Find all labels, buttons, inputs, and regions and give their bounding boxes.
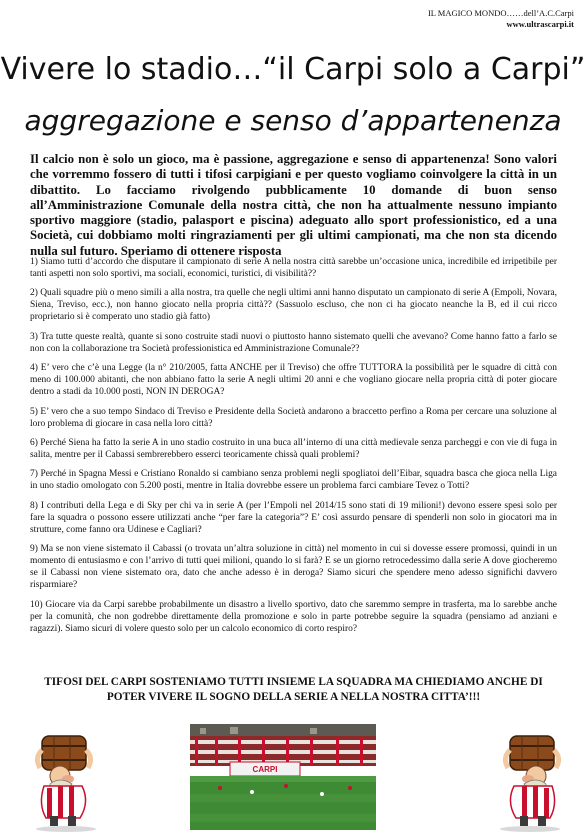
intro-paragraph: Il calcio non è solo un gioco, ma è passione, aggregazione e senso di appartenenza! Sono valori che vorremmo fossero di tutti i tifosi carpigiani e per questo vogliamo coinvolgere la città in un dibattito. Lo facciamo rivolgendo pubblicamente 10 domande di buon senso all’Amministrazione Comunale della nostra città, che non ha attualmente nessuno impianto sportivo maggiore (stadio, palasport e piscina) adeguato allo sport professionistico, ed a una Società, cui dobbiamo molti ringraziamenti per gli ultimi campionati, ma che non sta dicendo nulla sul futuro. Speriamo di ottenere risposta — [30, 152, 557, 258]
svg-text:CARPI: CARPI — [252, 765, 278, 774]
page-header — [428, 8, 574, 30]
question-item: 1) Siamo tutti d’accordo che disputare il campionato di serie A nella nostra città sarebbe un’occasione unica, incredibile ed irripetibile per tanti aspetti non solo sportivi, ma sociali, economici, turistici, di visibilità?? — [30, 257, 557, 279]
question-item: 7) Perché in Spagna Messi e Cristiano Ronaldo si cambiano senza problemi negli spogliatoi dell’Eibar, squadra basca che gioca nella Liga in uno stadio omologato con 5.200 posti, mentre in Italia dovrebbe essere un problema farci cambiare Tevez o Totti? — [30, 469, 557, 492]
page-subtitle: aggregazione e senso d’appartenenza — [24, 104, 562, 137]
website-link[interactable]: www.ultrascarpi.it — [506, 19, 574, 29]
mascot-barrel-carrier-image — [20, 728, 112, 832]
question-item: 2) Quali squadre più o meno simili a alla nostra, tra quelle che negli ultimi anni hanno disputato un campionato di serie A (Empoli, Novara, Siena, Treviso, ecc.), non hanno giocato nella propria città?? (Sassuolo escluso, che non ci ha giocato neanche la B, ed il cui ricco proprietario si è comperato uno stadio già fatto) — [30, 288, 557, 323]
question-item: 9) Ma se non viene sistemato il Cabassi (o trovata un’altra soluzione in città) nel momento in cui si dovesse essere promossi, quindi in un momento di entusiasmo e con l’arrivo di tutti quei milioni, quando lo si farà? E se un giorno retrocedessimo dalla serie A dove giocheremo se il Cabassi non viene sistemato ora, dato che anche adesso è in deroga? Siamo sicuri che spendere meno adesso significhi davvero risparmiare? — [30, 544, 557, 591]
closing-statement: TIFOSI DEL CARPI SOSTENIAMO TUTTI INSIEME LA SQUADRA MA CHIEDIAMO ANCHE DI POTER VIVERE IL SOGNO DELLA SERIE A NELLA NOSTRA CITTA’!!! — [44, 676, 543, 703]
page-title: Vivere lo stadio…“il Carpi solo a Carpi” — [0, 52, 586, 87]
question-item: 8) I contributi della Lega e di Sky per chi va in serie A (per l’Empoli nel 2014/15 sono stati di 19 milioni!) devono essere spesi solo per fare la squadra o possono essere utilizzati anche “per fare la categoria”? E’ così assurdo pensare di spenderli non solo in giocatori ma in strutture, come fanno ora Udinese e Cagliari? — [30, 500, 557, 535]
question-item: 6) Perché Siena ha fatto la serie A in uno stadio costruito in una buca all’interno di una città medievale senza parcheggi e con vie di fuga in salita, mentre per il Cabassi sembrerebbero esserci teoricamente chissà quali problemi? — [30, 437, 557, 460]
question-item: 3) Tra tutte queste realtà, quante si sono costruite stadi nuovi o piuttosto hanno sistemato quelli che avevano? Come hanno fatto a farlo se non con la collaborazione tra Società professionistica ed Amministrazione Comunale?? — [30, 331, 557, 354]
header-caption: IL MAGICO MONDO……dell’A.C.Carpi — [427, 8, 574, 18]
question-item: 5) E’ vero che a suo tempo Sindaco di Treviso e Presidente della Società andarono a braccetto perfino a Roma per cercare una soluzione al loro problema di giocare in casa nella loro città? — [30, 406, 557, 429]
questions-list — [30, 256, 557, 642]
mascot-barrel-carrier-image — [484, 728, 576, 832]
stadium-crowd-photo — [190, 724, 376, 830]
question-item: 4) E’ vero che c’è una Legge (la n° 210/2005, fatta ANCHE per il Treviso) che offre TUTTORA la possibilità per le squadre di città con meno di 100.000 abitanti, che non abbiano fatto la serie A negli ultimi 20 anni e che vogliano giocare nella propria città di poter giocare dentro a stadi da 10.000 posti, NON IN DEROGA? — [30, 363, 557, 398]
question-item: 10) Giocare via da Carpi sarebbe probabilmente un disastro a livello sportivo, dato che saremmo sempre in trasferta, ma lo sarebbe anche per la comunità, che non godrebbe direttamente della promozione e solo in parte potrebbe seguire la squadra (pensiamo ad anziani e ragazzi). Siamo sicuri di volere questo solo per un calcolo economico di corto respiro? — [30, 599, 557, 634]
